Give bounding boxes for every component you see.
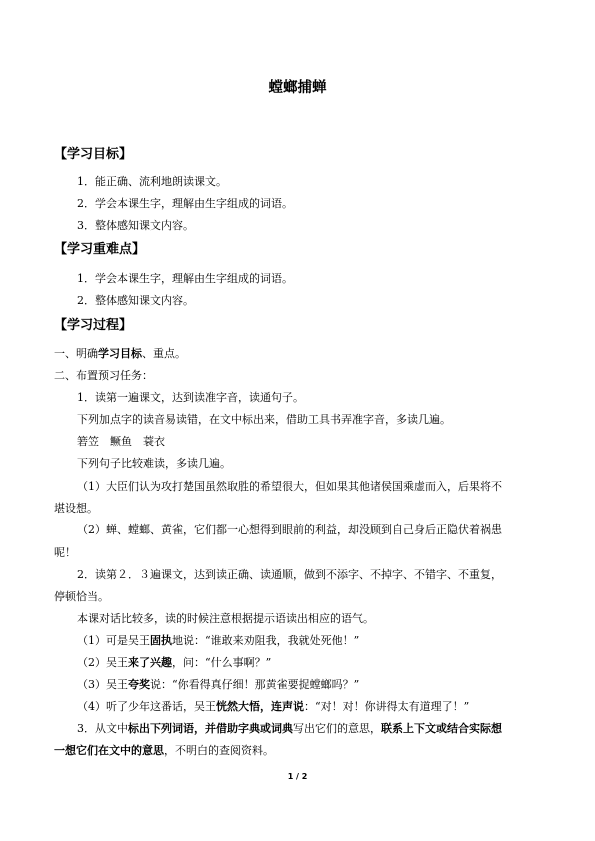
heading-learning-goals: 【学习目标】: [54, 147, 133, 162]
text-segment: 、重点。: [142, 347, 186, 360]
process-line-17: [77, 699, 469, 715]
heading-key-points: 【学习重难点】: [54, 242, 146, 257]
text-segment-bold: 固执: [150, 634, 172, 647]
document-title: 螳螂捕蝉: [268, 80, 327, 96]
text-segment-bold: 来了兴趣: [128, 656, 172, 669]
text-segment: 3．从文中: [77, 722, 128, 735]
process-line-19: [54, 743, 274, 759]
process-line-13: 本课对话比较多，读的时候注意根据提示语读出相应的语气。: [77, 612, 374, 625]
text-segment: ，不明白的查阅资料。: [164, 744, 274, 757]
heading-learning-process: 【学习过程】: [54, 318, 133, 333]
text-segment: （1）可是吴王: [77, 634, 150, 647]
process-line-2: 二、布置预习任务：: [54, 369, 153, 382]
process-line-9: （2）蝉、螳螂、黄雀，它们都一心想得到眼前的利益，却没顾到自己身后正隐伏着祸患: [77, 523, 502, 536]
goal-item-1: 1．能正确、流利地朗读课文。: [77, 175, 227, 188]
text-segment-bold: 学习目标: [98, 347, 142, 360]
keypoint-item-1: 1．学会本课生字，理解由生字组成的词语。: [77, 272, 293, 285]
process-line-11: 2．读第２．３遍课文，达到读正确、读通顺，做到不添字、不掉字、不错字、不重复，: [77, 568, 502, 581]
process-line-16: [77, 677, 359, 693]
text-segment: 写出它们的意思，: [293, 722, 381, 735]
process-line-3: 1．读第一遍课文，达到读准字音，读通句子。: [77, 391, 304, 404]
text-segment: 说：“你看得真仔细！那黄雀要捉螳螂吗？”: [150, 678, 360, 691]
goal-item-2: 2．学会本课生字，理解由生字组成的词语。: [77, 197, 293, 210]
text-segment-bold: 联系上下文或结合实际想: [381, 722, 502, 735]
text-segment-bold: 夸奖: [128, 678, 150, 691]
text-segment: （2）吴王: [77, 656, 128, 669]
text-segment: ：“对！对！你讲得太有道理了！”: [304, 700, 470, 713]
process-line-14: [77, 633, 359, 649]
text-segment: 一、明确: [54, 347, 98, 360]
text-segment: 地说：“谁敢来劝阻我，我就处死他！”: [172, 634, 360, 647]
process-line-6: 下列句子比较难读，多读几遍。: [77, 457, 231, 470]
text-segment: （3）吴王: [77, 678, 128, 691]
keypoint-item-2: 2．整体感知课文内容。: [77, 294, 194, 307]
process-line-7: （1）大臣们认为攻打楚国虽然取胜的希望很大，但如果其他诸侯国乘虚而入，后果将不: [77, 480, 502, 493]
text-segment-bold: 一想它们在文中的意思: [54, 744, 164, 757]
text-segment-bold: 恍然大悟，连声说: [216, 700, 304, 713]
process-line-12: 停顿恰当。: [54, 590, 109, 603]
text-segment: ，问：“什么事啊？”: [172, 656, 272, 669]
process-line-4: 下列加点字的读音易读错，在文中标出来，借助工具书弄准字音，多读几遍。: [77, 413, 451, 426]
text-segment: （4）听了少年这番话，吴王: [77, 700, 216, 713]
text-segment-bold: 标出下列词语，并借助字典或词典: [128, 722, 293, 735]
process-line-10: 呢！: [54, 546, 76, 559]
process-line-5: 箬笠 鳜鱼 蓑衣: [77, 435, 165, 448]
process-line-18: [77, 721, 502, 737]
page-number: 1 / 2: [287, 772, 308, 781]
process-line-15: [77, 655, 271, 671]
process-line-1: [54, 346, 186, 362]
process-line-8: 堪设想。: [54, 502, 98, 515]
goal-item-3: 3．整体感知课文内容。: [77, 219, 194, 232]
